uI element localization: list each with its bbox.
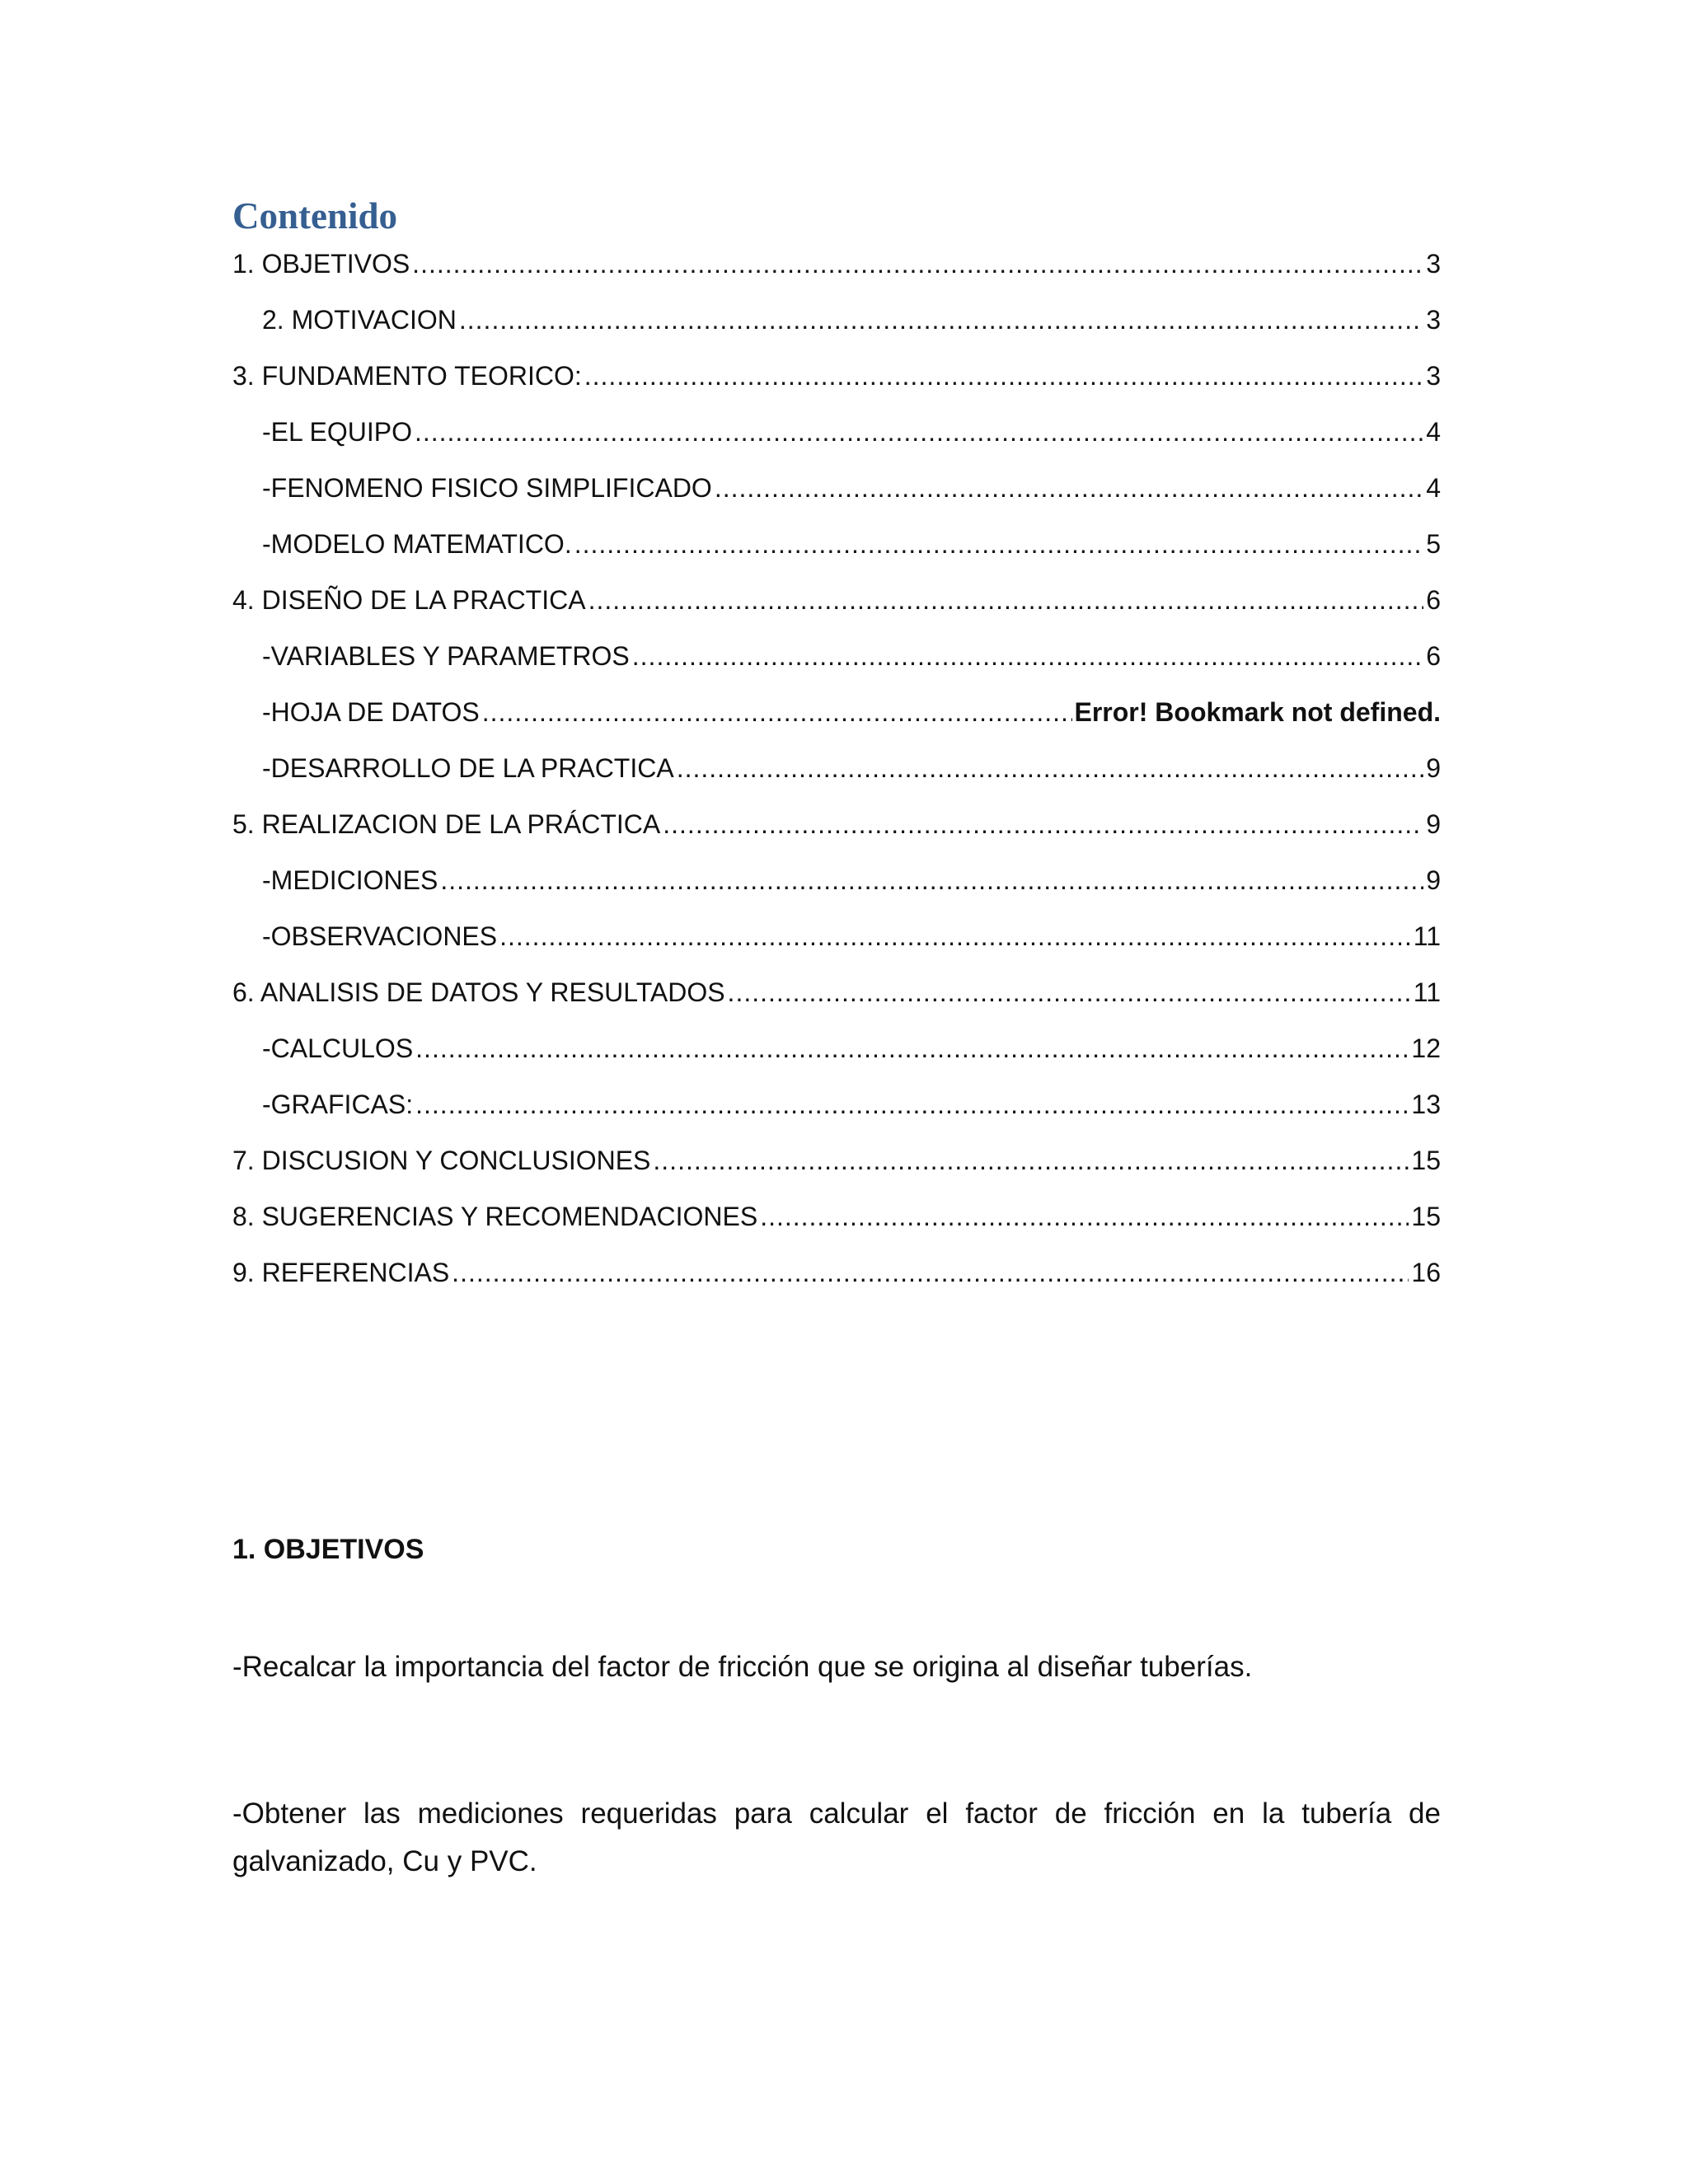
toc-entry-page: 6 <box>1426 641 1441 671</box>
toc-entry-page: 9 <box>1426 865 1441 895</box>
table-of-contents <box>232 241 1441 1305</box>
toc-dot-leader <box>574 521 1424 567</box>
toc-dot-leader <box>482 689 1072 735</box>
objective-paragraph-2: -Obtener las mediciones requeridas para calcular el factor de fricción en la tubería de galvanizado, Cu y PVC. <box>232 1797 1441 1877</box>
toc-entry-label: 5. REALIZACION DE LA PRÁCTICA <box>232 809 661 839</box>
toc-entry-label: -EL EQUIPO <box>262 417 412 447</box>
toc-entry-page: 4 <box>1426 473 1441 503</box>
toc-entry-page: 11 <box>1413 921 1441 951</box>
toc-bookmark-error: Error! Bookmark not defined. <box>1074 697 1441 727</box>
toc-entry-page: 9 <box>1426 809 1441 839</box>
toc-entry-label: 8. SUGERENCIAS Y RECOMENDACIONES <box>232 1202 758 1231</box>
toc-dot-leader <box>412 241 1423 287</box>
toc-dot-leader <box>499 913 1411 959</box>
toc-entry-page: 4 <box>1426 417 1441 447</box>
toc-entry-variables-parametros[interactable] <box>232 633 1441 689</box>
toc-entry-graficas[interactable] <box>232 1081 1441 1137</box>
toc-dot-leader <box>663 801 1423 847</box>
toc-entry-label: -HOJA DE DATOS <box>262 697 480 727</box>
toc-entry-label: -CALCULOS <box>262 1033 414 1063</box>
toc-dot-leader <box>760 1193 1409 1240</box>
toc-entry-page: 15 <box>1411 1146 1441 1175</box>
toc-entry-fenomeno-fisico[interactable] <box>232 465 1441 521</box>
toc-entry-fundamento-teorico[interactable] <box>232 353 1441 409</box>
toc-entry-page: 3 <box>1426 361 1441 391</box>
toc-entry-label: 9. REFERENCIAS <box>232 1258 450 1287</box>
toc-entry-diseno-practica[interactable] <box>232 577 1441 633</box>
toc-title: Contenido <box>232 195 398 237</box>
toc-entry-observaciones[interactable] <box>232 913 1441 969</box>
toc-entry-label: -MODELO MATEMATICO. <box>262 529 572 559</box>
toc-dot-leader <box>588 577 1424 623</box>
toc-entry-page: 9 <box>1426 753 1441 783</box>
toc-entry-label: -OBSERVACIONES <box>262 921 498 951</box>
toc-entry-modelo-matematico[interactable] <box>232 521 1441 577</box>
toc-entry-label: -VARIABLES Y PARAMETROS <box>262 641 630 671</box>
toc-dot-leader <box>459 297 1423 343</box>
toc-entry-label: 3. FUNDAMENTO TEORICO: <box>232 361 582 391</box>
toc-dot-leader <box>415 409 1423 455</box>
toc-dot-leader <box>653 1137 1409 1183</box>
toc-entry-label: 6. ANALISIS DE DATOS Y RESULTADOS <box>232 977 725 1007</box>
toc-entry-label: 1. OBJETIVOS <box>232 249 410 279</box>
toc-dot-leader <box>415 1081 1409 1127</box>
toc-dot-leader <box>584 353 1423 399</box>
toc-entry-page: 15 <box>1411 1202 1441 1231</box>
toc-entry-calculos[interactable] <box>232 1025 1441 1081</box>
toc-entry-referencias[interactable] <box>232 1249 1441 1305</box>
toc-entry-page: 5 <box>1426 529 1441 559</box>
toc-entry-label: 4. DISEÑO DE LA PRACTICA <box>232 585 586 615</box>
toc-entry-discusion-conclusiones[interactable] <box>232 1137 1441 1193</box>
toc-entry-label: -GRAFICAS: <box>262 1090 414 1119</box>
toc-entry-motivacion[interactable] <box>232 297 1441 353</box>
toc-dot-leader <box>677 745 1424 791</box>
toc-dot-leader <box>715 465 1423 511</box>
toc-entry-page: 13 <box>1411 1090 1441 1119</box>
toc-dot-leader <box>415 1025 1409 1071</box>
toc-entry-hoja-datos[interactable] <box>232 689 1441 745</box>
toc-dot-leader <box>440 857 1423 903</box>
toc-dot-leader <box>728 969 1411 1015</box>
toc-entry-page: 6 <box>1426 585 1441 615</box>
toc-dot-leader <box>632 633 1423 679</box>
toc-entry-label: 7. DISCUSION Y CONCLUSIONES <box>232 1146 651 1175</box>
toc-entry-page: 3 <box>1426 305 1441 335</box>
toc-entry-page: 16 <box>1411 1258 1441 1287</box>
toc-entry-desarrollo-practica[interactable] <box>232 745 1441 801</box>
toc-entry-analisis-datos[interactable] <box>232 969 1441 1025</box>
toc-entry-label: -MEDICIONES <box>262 865 438 895</box>
toc-entry-label: 2. MOTIVACION <box>262 305 457 335</box>
toc-entry-el-equipo[interactable] <box>232 409 1441 465</box>
toc-entry-realizacion-practica[interactable] <box>232 801 1441 857</box>
toc-dot-leader <box>452 1249 1409 1296</box>
toc-entry-page: 12 <box>1411 1033 1441 1063</box>
toc-entry-page: 11 <box>1413 977 1441 1007</box>
toc-entry-objetivos[interactable] <box>232 241 1441 297</box>
toc-entry-label: -FENOMENO FISICO SIMPLIFICADO <box>262 473 712 503</box>
section-heading-objetivos: 1. OBJETIVOS <box>232 1534 424 1565</box>
toc-entry-label: -DESARROLLO DE LA PRACTICA <box>262 753 674 783</box>
toc-entry-mediciones[interactable] <box>232 857 1441 913</box>
toc-entry-sugerencias[interactable] <box>232 1193 1441 1249</box>
objective-paragraph-1: -Recalcar la importancia del factor de fricción que se origina al diseñar tuberías. <box>232 1651 1253 1683</box>
toc-entry-page: 3 <box>1426 249 1441 279</box>
